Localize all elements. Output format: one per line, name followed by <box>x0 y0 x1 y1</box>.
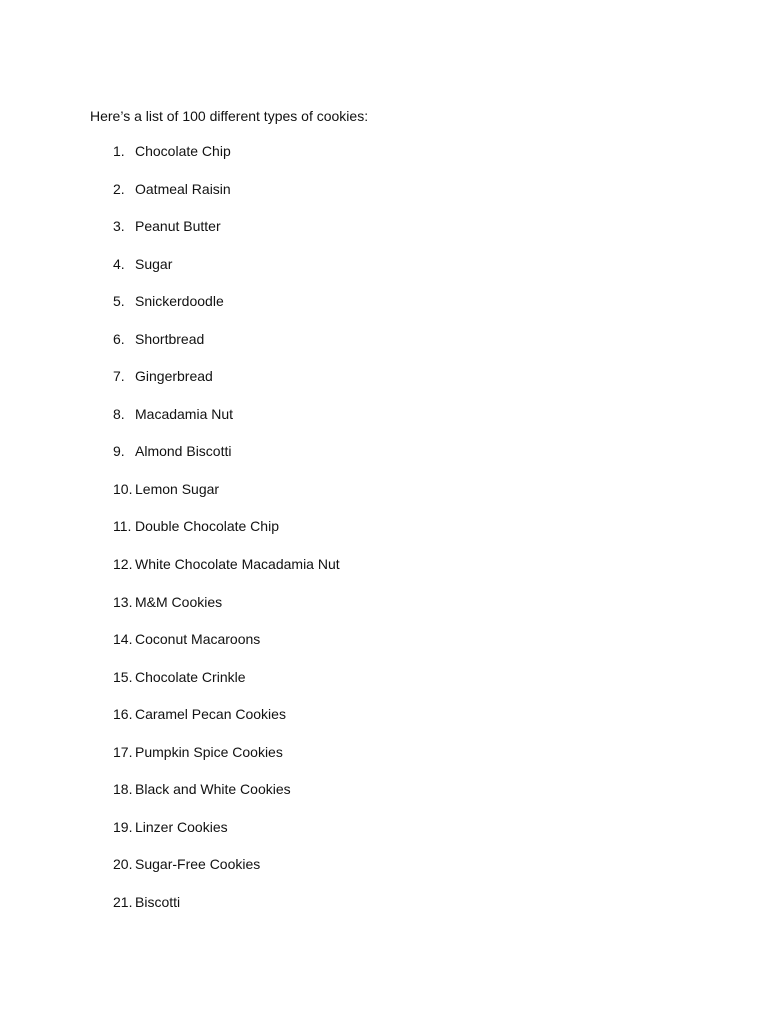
list-item-number: 11. <box>113 518 132 535</box>
intro-text: Here’s a list of 100 different types of cookies: <box>90 108 369 124</box>
list-item-text: Almond Biscotti <box>135 443 232 460</box>
list-item-number: 13. <box>113 593 133 610</box>
list-item-number: 19. <box>113 818 133 835</box>
list-item-text: M&M Cookies <box>135 593 223 610</box>
list-item-text: Double Chocolate Chip <box>135 518 279 535</box>
list-item-text: Oatmeal Raisin <box>135 180 231 197</box>
list-item-text: Caramel Pecan Cookies <box>135 706 286 723</box>
list-item-text: Gingerbread <box>135 368 213 385</box>
list-item-text: Chocolate Chip <box>135 143 231 159</box>
list-item-number: 3. <box>113 218 125 235</box>
list-item-text: Peanut Butter <box>135 218 221 235</box>
list-item-text: White Chocolate Macadamia Nut <box>135 556 340 573</box>
list-item-number: 17. <box>113 743 133 760</box>
list-item-text: Macadamia Nut <box>135 405 234 422</box>
list-item-number: 20. <box>113 856 133 873</box>
list-item-number: 8. <box>113 405 125 422</box>
list-item-text: Pumpkin Spice Cookies <box>135 743 283 760</box>
list-item-text: Black and White Cookies <box>135 781 291 798</box>
list-item-number: 16. <box>113 706 133 723</box>
list-item-number: 10. <box>113 480 133 497</box>
list-item-number: 5. <box>113 293 125 310</box>
list-item-number: 18. <box>113 781 133 798</box>
list-item-number: 14. <box>113 631 133 648</box>
list-item-text: Shortbread <box>135 330 205 347</box>
list-item-text: Chocolate Crinkle <box>135 668 246 685</box>
list-item-text: Snickerdoodle <box>135 293 224 310</box>
list-item-number: 2. <box>113 180 125 197</box>
list-item-number: 15. <box>113 668 133 685</box>
list-item-text: Sugar <box>135 255 173 272</box>
list-item-text: Sugar-Free Cookies <box>135 856 261 873</box>
list-item-number: 6. <box>113 330 125 347</box>
list-item-number: 1. <box>113 143 125 159</box>
list-item-text: Linzer Cookies <box>135 818 228 835</box>
list-item-text: Lemon Sugar <box>135 480 220 497</box>
list-item-text: Coconut Macaroons <box>135 631 261 648</box>
list-item-number: 21. <box>113 893 133 910</box>
list-item-number: 9. <box>113 443 125 460</box>
list-item-number: 4. <box>113 255 125 272</box>
list-item-number: 7. <box>113 368 125 385</box>
list-item-number: 12. <box>113 556 133 573</box>
list-item-text: Biscotti <box>135 893 181 910</box>
